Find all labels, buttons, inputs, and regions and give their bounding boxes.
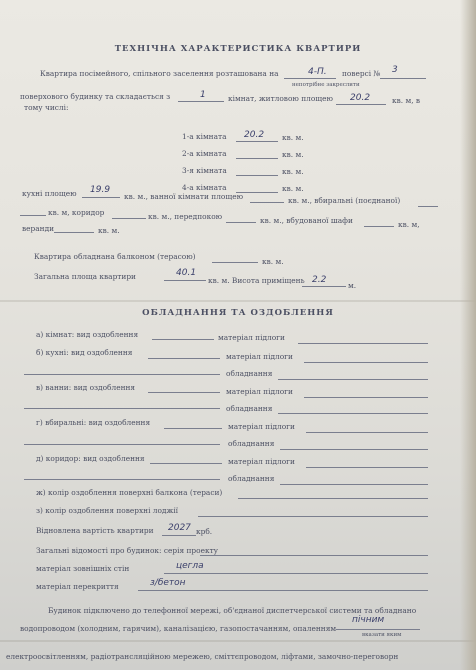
areas-text: кв. м., вбиральні (поєднаної) (288, 196, 401, 205)
finish-kitchen-label: б) кухні: вид оздоблення (36, 348, 133, 357)
fill-line (336, 104, 386, 105)
page-edge (460, 0, 476, 670)
fill-line (306, 432, 428, 433)
ceiling-material-value: з/бетон (150, 578, 186, 588)
intro-text: поверсі № (342, 69, 381, 78)
fill-line (298, 343, 428, 344)
connections-text: Будинок підключено до телефонної мережі, об'єднаної диспетчерської системи та обладнано (48, 606, 417, 615)
fill-line (284, 78, 336, 79)
fill-line (164, 428, 222, 429)
floor-material-label: матеріал підлоги (226, 352, 293, 361)
fill-line (364, 226, 394, 227)
ceiling-height-value: 2.2 (312, 275, 327, 285)
room-4-label: 4-а кімната (182, 183, 227, 192)
heating-note: вказати яким (362, 632, 402, 638)
fill-line (250, 202, 284, 203)
utilities-text: водопроводом (холодним, гарячим), каналізацією, газопостачанням, опаленням (20, 624, 337, 633)
fill-line (150, 463, 222, 464)
fill-line (148, 392, 220, 393)
finish-toilet-label: г) вбиральні: вид оздоблення (36, 418, 151, 427)
fill-line (200, 555, 428, 556)
fill-line (238, 498, 428, 499)
fill-line (236, 158, 278, 159)
fill-line (278, 379, 428, 380)
cost-value: 2027 (168, 523, 191, 533)
room-unit: кв. м. (282, 184, 304, 193)
floor-number-value: 3 (392, 65, 398, 75)
areas-text: кв. м., вбудованої шафи (260, 216, 353, 225)
room-unit: кв. м. (282, 167, 304, 176)
fold-line (0, 300, 476, 302)
room-1-value: 20.2 (244, 130, 265, 140)
fill-line (280, 449, 428, 450)
intro-text: поверхового будинку та складається з (20, 92, 171, 101)
finish-corridor-label: д) коридор: вид оздоблення (36, 454, 145, 463)
balcony-color-label: ж) колір оздоблення поверхні балкона (тераси) (36, 488, 223, 497)
fill-line (418, 206, 438, 207)
fill-line (54, 232, 94, 233)
fill-line (138, 590, 428, 591)
fill-line (198, 516, 428, 517)
floor-material-label: матеріал підлоги (218, 333, 285, 342)
walls-label: матеріал зовнішніх стін (36, 564, 130, 573)
fill-line (164, 280, 206, 281)
intro-text: кімнат, житловою площею (228, 94, 333, 103)
loggia-color-label: з) колір оздоблення поверхні лоджії (36, 506, 179, 515)
utilities-continued-text: електроосвітленням, радіотрансляційною мережею, сміттєпроводом, ліфтами, замочно-переговорн (6, 652, 399, 661)
fill-line (212, 262, 258, 263)
fill-line (148, 358, 220, 359)
fill-line (236, 141, 278, 142)
section-title: ОБЛАДНАННЯ ТА ОЗДОБЛЕННЯ (142, 308, 334, 318)
ceiling-material-label: матеріал перекриття (36, 582, 119, 591)
floor-material-label: матеріал підлоги (228, 422, 295, 431)
fill-line (226, 222, 256, 223)
veranda-label: веранди (22, 224, 55, 233)
cost-label: Відновлена вартість квартири (36, 526, 154, 535)
total-text: кв. м. Висота приміщень (208, 276, 305, 285)
fill-line (304, 397, 428, 398)
fill-line (152, 339, 214, 340)
fill-line (82, 197, 120, 198)
total-unit: м. (348, 281, 357, 290)
floor-material-label: матеріал підлоги (226, 387, 293, 396)
areas-text: кв. м., передпокою (148, 212, 223, 221)
intro-text: кв. м, в (392, 96, 421, 105)
strike-note: непотрібне закреслити (292, 82, 360, 88)
finish-bath-label: в) ванни: вид оздоблення (36, 383, 136, 392)
intro-text: тому числі: (24, 103, 69, 112)
walls-value: цегла (176, 561, 204, 571)
room-1-label: 1-а кімната (182, 132, 227, 141)
equipment-label: обладнання (228, 474, 275, 483)
fill-line (24, 408, 220, 409)
fold-line (0, 640, 476, 642)
fill-line (302, 286, 346, 287)
fill-line (336, 629, 420, 630)
fill-line (164, 573, 428, 574)
fill-line (280, 484, 428, 485)
areas-text: кв. м. (98, 226, 120, 235)
fill-line (236, 175, 278, 176)
equipment-label: обладнання (228, 439, 275, 448)
room-unit: кв. м. (282, 133, 304, 142)
fill-line (24, 374, 220, 375)
floor-count-value: 4-П. (308, 67, 327, 77)
areas-text: кв. м, (398, 220, 420, 229)
fill-line (162, 535, 196, 536)
areas-text: кв. м., ванної кімнати площею (124, 192, 244, 201)
fill-line (20, 215, 46, 216)
total-area-value: 40.1 (176, 268, 197, 278)
fill-line (24, 479, 220, 480)
areas-text: кв. м, коридор (48, 208, 105, 217)
fill-line (306, 467, 428, 468)
building-info-label: Загальні відомості про будинок: серія проекту (36, 546, 219, 555)
fill-line (278, 413, 428, 414)
room-3-label: 3-я кімната (182, 166, 227, 175)
equipment-label: обладнання (226, 369, 273, 378)
fill-line (112, 218, 146, 219)
cost-unit: крб. (196, 527, 213, 536)
total-area-label: Загальна площа квартири (34, 272, 136, 281)
fill-line (304, 362, 428, 363)
balcony-label: Квартира обладнана балконом (терасою) (34, 252, 196, 261)
intro-text: Квартира посімейного, спільного заселення розташована на (40, 69, 279, 78)
balcony-unit: кв. м. (262, 257, 284, 266)
rooms-value: 1 (200, 90, 206, 100)
finish-rooms-label: а) кімнат: вид оздоблення (36, 330, 139, 339)
heating-type-value: пічним (352, 615, 385, 625)
kitchen-label: кухні площею (22, 189, 77, 198)
kitchen-area-value: 19.9 (90, 185, 111, 195)
living-area-value: 20.2 (350, 93, 371, 103)
room-2-label: 2-а кімната (182, 149, 227, 158)
equipment-label: обладнання (226, 404, 273, 413)
fill-line (380, 78, 426, 79)
document-title: ТЕХНІЧНА ХАРАКТЕРИСТИКА КВАРТИРИ (114, 44, 362, 54)
fill-line (178, 101, 224, 102)
floor-material-label: матеріал підлоги (228, 457, 295, 466)
fill-line (24, 444, 220, 445)
room-unit: кв. м. (282, 150, 304, 159)
